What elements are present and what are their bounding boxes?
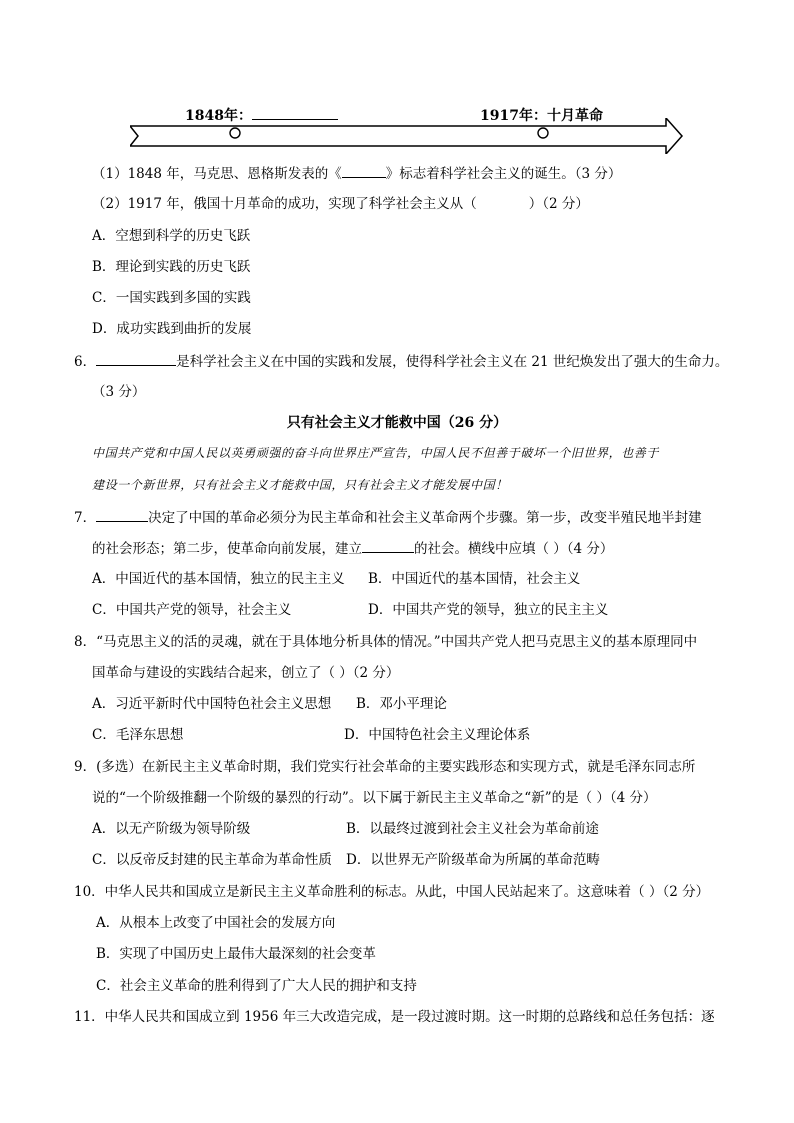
question-8-line1: 8．“马克思主义的活的灵魂，就在于具体地分析具体的情况。”中国共产党人把马克思主义的基本原理同中: [74, 634, 698, 650]
q5-option-b: B．理论到实践的历史飞跃: [92, 259, 251, 275]
q9-option-b: B．以最终过渡到社会主义社会为革命前途: [346, 821, 599, 837]
question-6: 6． 是科学社会主义在中国的实践和发展，使得科学社会主义在 21 世纪焕发出了强大的生命力。: [74, 351, 728, 372]
question-7-line2: 的社会形态；第二步，使革命向前发展，建立 的社会。横线中应填（ ）（4 分）: [92, 538, 613, 559]
answer-blank: [96, 351, 176, 366]
q9-option-a: A．以无产阶级为领导阶级: [92, 821, 251, 837]
question-11-line1: 11．中华人民共和国成立到 1956 年三大改造完成，是一段过渡时期。这一时期的总路线和总任务包括：逐: [74, 1009, 715, 1025]
q8-option-d: D．中国特色社会主义理论体系: [344, 727, 531, 743]
timeline-label-1848: 1848年：: [185, 105, 338, 125]
q8-option-a: A．习近平新时代中国特色社会主义思想: [92, 696, 332, 712]
q10-option-a: A．从根本上改变了中国社会的发展方向: [96, 915, 336, 931]
section-quote-line1: 中国共产党和中国人民以英勇顽强的奋斗向世界庄严宣告，中国人民不但善于破坏一个旧世界，也善于: [92, 446, 660, 460]
question-7-line1: 7． 决定了中国的革命必须分为民主革命和社会主义革命两个步骤。第一步，改变半殖民地半封建: [74, 507, 702, 528]
question-6-score: （3 分）: [92, 384, 146, 400]
q8-option-c: C．毛泽东思想: [92, 727, 184, 743]
question-8-line2: 国革命与建设的实践结合起来，创立了（ ）（2 分）: [92, 665, 400, 681]
q5-option-c: C．一国实践到多国的实践: [92, 290, 251, 306]
timeline-arrow-icon: [130, 118, 690, 154]
question-10-line1: 10．中华人民共和国成立是新民主主义革命胜利的标志。从此，中国人民站起来了。这意味着（ ）（2 分）: [74, 884, 710, 900]
q7-option-c: C．中国共产党的领导，社会主义: [92, 602, 292, 618]
q5-sub2: （2）1917 年，俄国十月革命的成功，实现了科学社会主义从（ ）（2 分）: [92, 196, 589, 212]
timeline: [130, 100, 690, 160]
q7-option-d: D．中国共产党的领导，独立的民主主义: [368, 602, 609, 618]
answer-blank: [362, 538, 414, 553]
q5-option-d: D．成功实践到曲折的发展: [92, 321, 252, 337]
q10-option-c: C．社会主义革命的胜利得到了广大人民的拥护和支持: [96, 978, 417, 994]
q8-option-b: B．邓小平理论: [356, 696, 447, 712]
q5-option-a: A．空想到科学的历史飞跃: [92, 228, 251, 244]
timeline-label-1917: 1917年：十月革命: [480, 108, 603, 124]
q9-option-d: D．以世界无产阶级革命为所属的革命范畴: [346, 852, 600, 868]
q10-option-b: B．实现了中国历史上最伟大最深刻的社会变革: [96, 946, 376, 962]
q9-option-c: C．以反帝反封建的民主革命为革命性质: [92, 852, 332, 868]
section-title: 只有社会主义才能救中国（26 分）: [286, 415, 508, 431]
q5-sub1: （1）1848 年，马克思、恩格斯发表的《 》标志着科学社会主义的诞生。（3 分）: [92, 163, 621, 184]
answer-blank: [96, 507, 148, 522]
question-9-line2: 说的“一个阶级推翻一个阶级的暴烈的行动”。以下属于新民主主义革命之“新”的是（ ）（4 分）: [92, 790, 657, 806]
q7-option-a: A．中国近代的基本国情，独立的民主主义: [92, 571, 345, 587]
answer-blank: [342, 163, 386, 178]
question-9-line1: 9．(多选）在新民主主义革命时期，我们党实行社会革命的主要实践形态和实现方式，就是毛泽东同志所: [74, 759, 696, 775]
section-quote-line2: 建设一个新世界，只有社会主义才能救中国，只有社会主义才能发展中国！: [92, 478, 508, 492]
q7-option-b: B．中国近代的基本国情，社会主义: [368, 571, 581, 587]
